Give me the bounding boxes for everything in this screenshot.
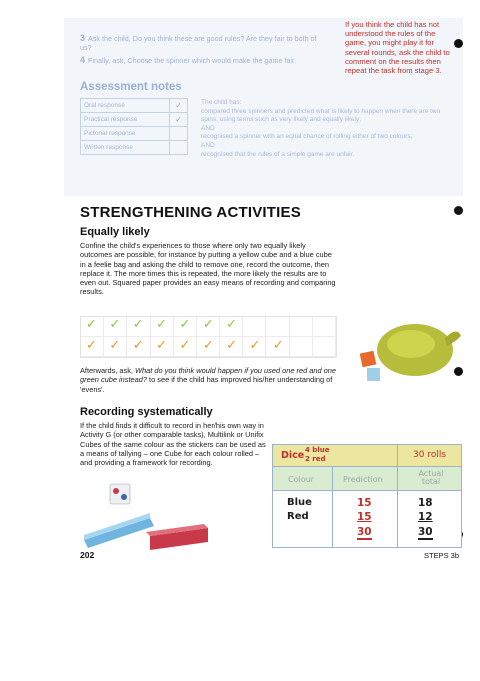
teacher-side-note: If you think the child has not understood the rules of the game, you might play it for several rounds, ask the child to comment on the results then repeat the task from stage 3.: [345, 20, 450, 76]
tick-mark: ✓: [109, 338, 121, 353]
rolls-count: 30 rolls: [413, 450, 447, 460]
prediction-total: 30: [357, 526, 372, 538]
equally-likely-followup: Afterwards, ask, What do you think would happen if you used one red and one green cube instead? to see if the child has improved his/her understanding of 'evens'.: [80, 366, 336, 394]
margin-bullet: [454, 206, 463, 215]
tick-mark: ✓: [179, 338, 191, 353]
tick-mark: ✓: [202, 338, 214, 353]
dice-blue: 4 blue: [305, 446, 330, 454]
prediction-blue: 15: [357, 497, 372, 509]
equally-likely-paragraph: Confine the child's experiences to those where only two equally likely outcomes are possible, for instance by putting a yellow cube and a blue cube in a feelie bag and asking the child to remove one, record the outcome, then replace it. The more times this is repeated, the more likely the results are to even out. Squared paper provides an easy means of recording and comparing results.: [80, 241, 336, 297]
tick-mark: ✓: [156, 317, 167, 332]
tick-mark: ✓: [132, 317, 144, 332]
tick-mark: ✓: [226, 338, 238, 353]
heading-equally-likely: Equally likely: [80, 226, 150, 238]
dice-label: Dice: [281, 450, 305, 461]
question-4: 4 Finally, ask, Choose the spinner which would make the game fair.: [80, 55, 297, 65]
assessment-table: [80, 98, 188, 155]
question-3: 3 Ask the child, Do you think these are good rules? Are they fair to both of us?: [80, 33, 317, 52]
tick-mark: ✓: [156, 338, 167, 353]
header-prediction: Prediction: [343, 475, 383, 484]
tick-mark: ✓: [249, 338, 261, 353]
tick-record-grid: [80, 316, 337, 358]
tick-mark: ✓: [86, 317, 97, 332]
tick-mark: ✓: [226, 317, 238, 332]
recording-paragraph: If the child finds it difficult to record in her/his own way in Activity G (or other comparable tasks), Multilink or Unifix Cubes of the same colour as the stickers can be used as a means of tallying – one Cube for each colour rolled – and providing a framework for recording.: [80, 421, 266, 468]
dice-red: 2 red: [305, 455, 326, 463]
tick-mark: ✓: [202, 317, 214, 332]
tick-mark: ✓: [109, 317, 121, 332]
page-number: 202: [80, 550, 95, 560]
prediction-red: 15: [357, 511, 372, 523]
actual-total: 30: [418, 526, 433, 538]
recording-table: [272, 444, 462, 548]
heading-recording: Recording systematically: [80, 406, 213, 418]
actual-red: 12: [418, 511, 433, 523]
cubes-and-dice-illustration: [80, 478, 230, 553]
row-colour-blue: Blue: [287, 497, 312, 508]
tick-mark: ✓: [179, 317, 191, 332]
tick-mark: ✓: [272, 338, 284, 353]
margin-bullet: [454, 39, 463, 48]
feelie-bag-illustration: [353, 308, 463, 388]
assessment-heading: Assessment notes: [80, 81, 182, 93]
assessment-row: Written response: [81, 141, 188, 155]
tick-mark: ✓: [86, 338, 97, 353]
assessment-row: Pictorial response: [81, 127, 188, 141]
header-actual-total: Actual total: [418, 469, 444, 486]
assessment-row: Practical response ✓: [81, 113, 188, 127]
assessment-row: Oral response ✓: [81, 99, 188, 113]
book-label: STEPS 3b: [424, 551, 460, 560]
tick-mark: ✓: [132, 338, 144, 353]
actual-blue: 18: [418, 497, 433, 509]
row-colour-red: Red: [287, 511, 309, 522]
section-title: STRENGTHENING ACTIVITIES: [80, 204, 301, 221]
header-colour: Colour: [288, 475, 314, 484]
assessment-notes: The child has: compared three spinners and predicted what is likely to happen when there are two spins, using terms such as very likely and equally likely; AND recognised a spinner with an equal chance of rolling either of two colours; AND recognised that the rules of a simple game are unfair.: [201, 99, 441, 158]
